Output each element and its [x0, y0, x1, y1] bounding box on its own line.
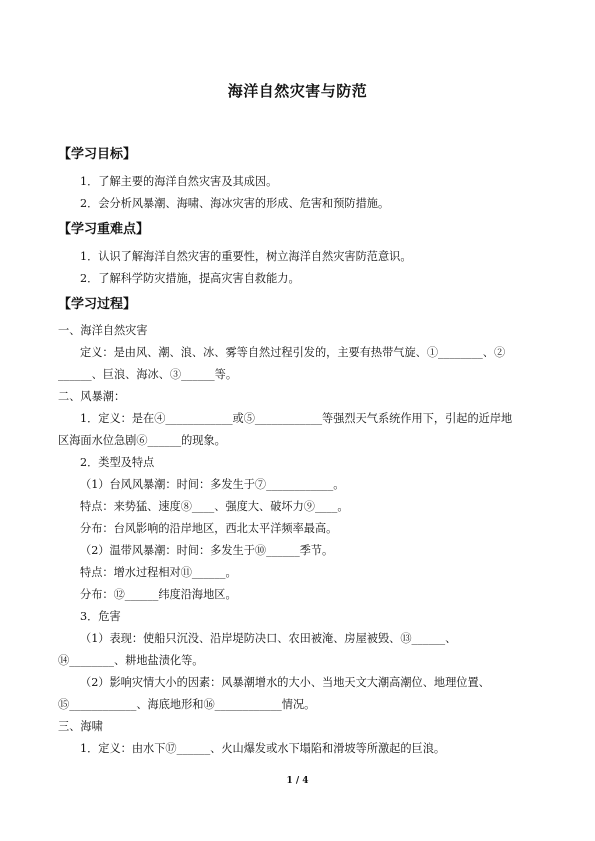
body-line: 1．定义：是在④____________或⑤____________等强烈天气系统作用下，引起的近岸地 — [80, 412, 513, 425]
section-heading-key-points: 【学习重难点】 — [58, 222, 150, 237]
section-heading-goals: 【学习目标】 — [58, 147, 137, 162]
body-line: ______、巨浪、海冰、③______等。 — [58, 368, 238, 381]
page-title: 海洋自然灾害与防范 — [227, 82, 368, 100]
body-line: （2）影响灾情大小的因素：风暴潮增水的大小、当地天文大潮高潮位、地理位置、 — [80, 676, 490, 689]
body-line: 特点：来势猛、速度⑧____、强度大、破坏力⑨____。 — [80, 500, 349, 513]
sub-heading: 2．类型及特点 — [80, 456, 155, 469]
goal-item: 2．会分析风暴潮、海啸、海冰灾害的形成、危害和预防措施。 — [80, 197, 390, 210]
section-heading-process: 【学习过程】 — [58, 297, 137, 312]
body-line: 特点：增水过程相对⑪______。 — [80, 566, 237, 579]
body-line: 1．定义：由水下⑰______、火山爆发或水下塌陷和滑坡等所激起的巨浪。 — [80, 742, 446, 755]
key-point-item: 1．认识了解海洋自然灾害的重要性，树立海洋自然灾害防范意识。 — [80, 250, 412, 263]
goal-item: 1．了解主要的海洋自然灾害及其成因。 — [80, 175, 278, 188]
page-number: 1 / 4 — [286, 776, 309, 786]
outline-heading: 三、海啸 — [58, 720, 103, 733]
body-line: ⑭________、耕地盐渍化等。 — [58, 654, 204, 667]
outline-heading: 一、海洋自然灾害 — [58, 324, 148, 337]
body-line: 分布：⑫______纬度沿海地区。 — [80, 588, 237, 601]
sub-heading: 3．危害 — [80, 610, 121, 623]
body-line: 区海面水位急剧⑥______的现象。 — [58, 434, 226, 447]
body-line: 定义：是由风、潮、浪、冰、雾等自然过程引发的，主要有热带气旋、①________、② — [80, 346, 506, 359]
key-point-item: 2．了解科学防灾措施，提高灾害自救能力。 — [80, 272, 300, 285]
outline-heading: 二、风暴潮： — [58, 390, 126, 403]
body-line: （1）台风风暴潮：时间：多发生于⑦____________。 — [80, 478, 345, 491]
body-line: ⑮____________、海底地形和⑯____________情况。 — [58, 698, 316, 711]
body-line: （1）表现：使船只沉没、沿岸堤防决口、农田被淹、房屋被毁、⑬______、 — [80, 632, 457, 645]
body-line: （2）温带风暴潮：时间：多发生于⑩______季节。 — [80, 544, 334, 557]
body-line: 分布：台风影响的沿岸地区，西北太平洋频率最高。 — [80, 522, 338, 535]
